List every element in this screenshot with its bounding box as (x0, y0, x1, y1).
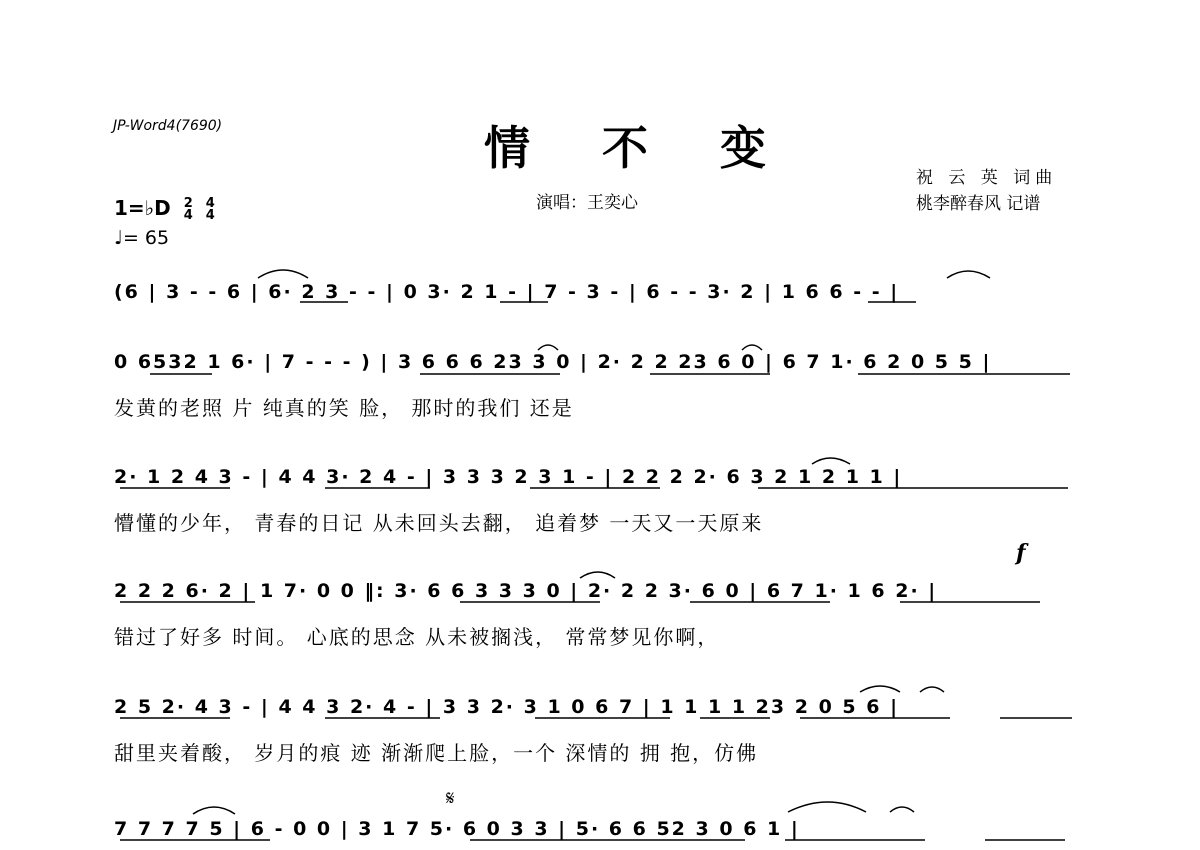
score-row-3-lyrics: 懵懂的少年， 青春的日记 从未回头去翻， 追着梦 一天又一天原来 (114, 511, 764, 535)
score-row-5-notes: 2 5 2· 4 3 - | 4 4 3 2· 4 - | 3 3 2· 3 1 0 6 7 | 1 1 1 1 23 2 0 5 6 | (114, 696, 900, 718)
singer-credit: 演唱：王奕心 (536, 193, 638, 213)
page-title: 情 不 变 (484, 121, 795, 175)
time-sig-b-bottom: 4 (205, 207, 215, 223)
score-row-1-notes: (6 | 3 - - 6 | 6· 2 3 - - | 0 3· 2 1 - | 7 - 3 - | 6 - - 3· 2 | 1 6 6 - - | (114, 281, 900, 303)
time-sig-b-top: 4 (205, 195, 215, 211)
score-row-4-lyrics: 错过了好多 时间。 心底的思念 从未被搁浅， 常常梦见你啊， (114, 625, 720, 649)
composer-credit: 祝 云 英 词曲 (916, 168, 1058, 188)
segno-sign: 𝄋 (446, 786, 455, 810)
score-row-6-notes: 7 7 7 7 5 | 6 - 0 0 | 3 1 7 5· 6 0 3 3 | 5· 6 6 52 3 0 6 1 | (114, 818, 800, 840)
score-row-2-notes: 0 6532 1 6· | 7 - - - ) | 3 6 6 6 23 3 0 | 2· 2 2 23 6 0 | 6 7 1· 6 2 0 5 5 | (114, 351, 992, 373)
score-row-3-notes: 2· 1 2 4 3 - | 4 4 3· 2 4 - | 3 3 3 2 3 1 - | 2 2 2 2· 6 3 2 1 2 1 1 | (114, 466, 903, 488)
score-row-2-lyrics: 发黄的老照 片 纯真的笑 脸， 那时的我们 还是 (114, 396, 574, 420)
dynamic-marking: f (1016, 540, 1026, 566)
tempo-marking: ♩= 65 (114, 227, 170, 249)
time-sig-a-top: 2 (183, 195, 193, 211)
key-label: 1=♭D (114, 196, 171, 220)
time-sig-a-bottom: 4 (183, 207, 193, 223)
transcriber-credit: 桃李醉春风 记谱 (916, 194, 1041, 214)
score-row-4-notes: 2 2 2 6· 2 | 1 7· 0 0 ‖: 3· 6 6 3 3 3 0 | 2· 2 2 3· 6 0 | 6 7 1· 1 6 2· | (114, 580, 938, 602)
score-row-5-lyrics: 甜里夹着酸， 岁月的痕 迹 渐渐爬上脸，一个 深情的 拥 抱，仿佛 (114, 741, 759, 765)
source-label: JP-Word4(7690) (113, 118, 223, 134)
